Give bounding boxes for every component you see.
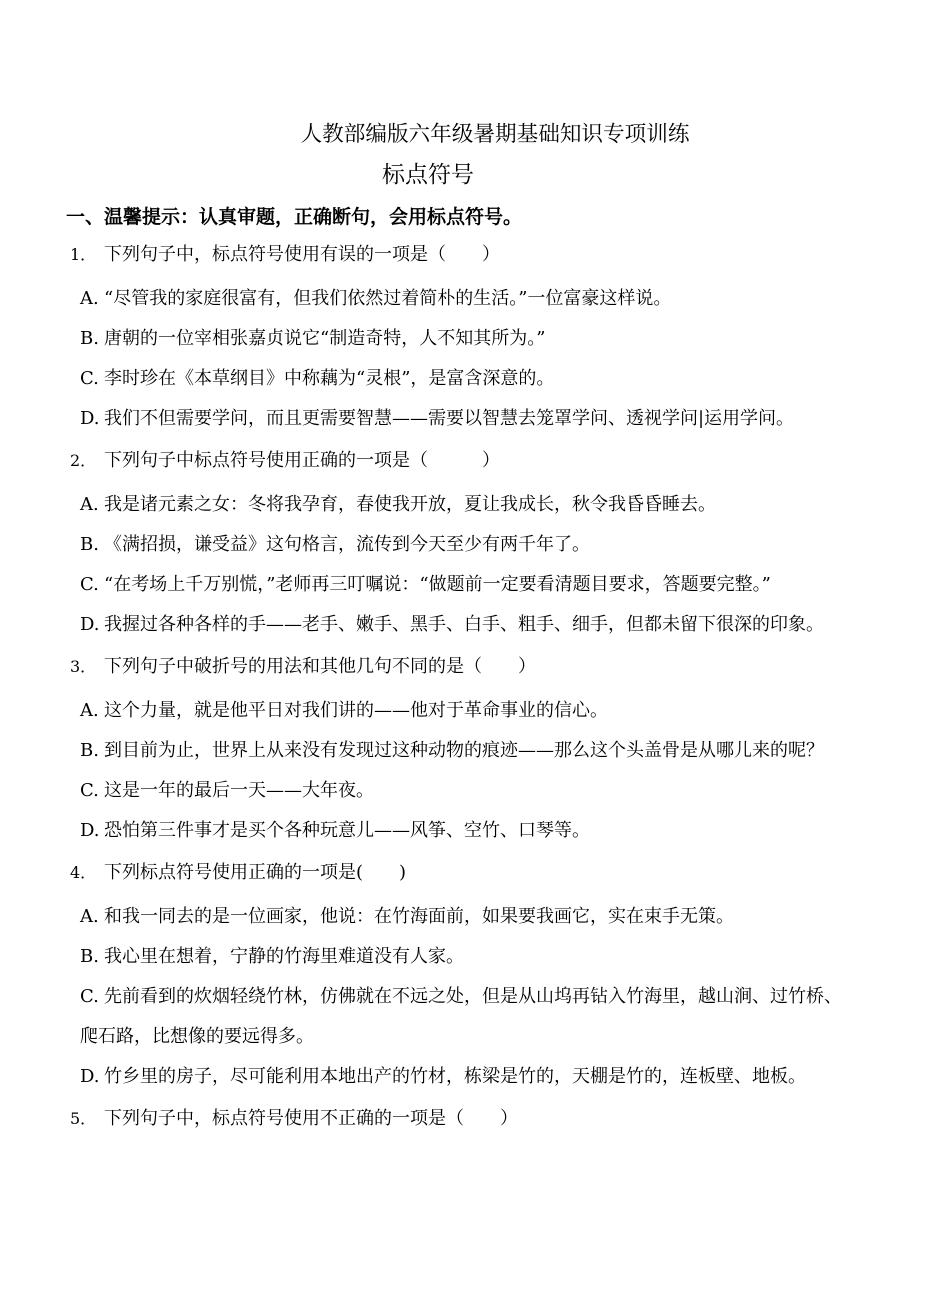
question-number: 4． xyxy=(70,863,97,882)
question-2-stem xyxy=(70,449,500,473)
document-title: 人教部编版六年级暑期基础知识专项训练 xyxy=(300,122,690,147)
option-letter: B. xyxy=(80,740,99,761)
question-number: 1． xyxy=(70,245,97,264)
option-letter: C. xyxy=(80,780,99,801)
option-text: “尽管我的家庭很富有，但我们依然过着简朴的生活。”一位富豪这样说。 xyxy=(104,288,672,309)
option-text: 我们不但需要学问，而且更需要智慧——需要以智慧去笼罩学问、透视学问|运用学问。 xyxy=(104,408,795,429)
question-number: 3． xyxy=(70,657,97,676)
option-text: 竹乡里的房子，尽可能利用本地出产的竹材，栋梁是竹的，天棚是竹的，连板壁、地板。 xyxy=(104,1066,806,1087)
question-1-option-d xyxy=(80,407,794,431)
option-letter: C. xyxy=(80,986,99,1007)
option-text: 恐怕第三件事才是买个各种玩意儿——风筝、空竹、口琴等。 xyxy=(104,820,590,841)
option-text: 这是一年的最后一天——大年夜。 xyxy=(104,780,374,801)
question-2-option-b xyxy=(80,533,590,557)
option-text: 和我一同去的是一位画家，他说：在竹海面前，如果要我画它，实在束手无策。 xyxy=(104,906,734,927)
question-1-option-c xyxy=(80,367,554,391)
option-letter: A. xyxy=(80,700,99,721)
question-3-option-a xyxy=(80,699,608,723)
question-3-option-c xyxy=(80,779,374,803)
question-3-option-b xyxy=(80,739,824,763)
question-4-option-c xyxy=(80,985,842,1009)
question-4-option-a xyxy=(80,905,734,929)
option-text: 这个力量，就是他平日对我们讲的——他对于革命事业的信心。 xyxy=(104,700,608,721)
question-2-option-c xyxy=(80,573,771,597)
option-text: 《满招损，谦受益》这句格言，流传到今天至少有两千年了。 xyxy=(104,534,590,555)
option-text: 到目前为止，世界上从来没有发现过这种动物的痕迹——那么这个头盖骨是从哪儿来的呢？ xyxy=(104,740,824,761)
document-subtitle: 标点符号 xyxy=(382,162,474,188)
question-number: 5． xyxy=(70,1109,97,1128)
question-1-stem xyxy=(70,243,500,267)
question-4-option-b xyxy=(80,945,464,969)
option-letter: A. xyxy=(80,288,99,309)
option-text: “在考场上千万别慌，”老师再三叮嘱说：“做题前一定要看清题目要求，答题要完整。” xyxy=(104,574,771,595)
section-heading: 一、温馨提示：认真审题，正确断句，会用标点符号。 xyxy=(66,206,523,228)
option-letter: C. xyxy=(80,368,99,389)
option-letter: B. xyxy=(80,534,99,555)
question-4-option-d xyxy=(80,1065,806,1089)
question-text: 下列句子中标点符号使用正确的一项是（ ） xyxy=(104,450,500,471)
option-letter: B. xyxy=(80,946,99,967)
option-letter: D. xyxy=(80,820,100,841)
question-1-option-a xyxy=(80,287,671,311)
option-text: 我握过各种各样的手——老手、嫩手、黑手、白手、粗手、细手，但都未留下很深的印象。 xyxy=(104,614,824,635)
question-2-option-a xyxy=(80,493,716,517)
question-3-option-d xyxy=(80,819,590,843)
question-3-stem xyxy=(70,655,536,679)
question-4-stem xyxy=(70,861,406,885)
question-text: 下列句子中破折号的用法和其他几句不同的是（ ） xyxy=(104,656,536,677)
option-letter: A. xyxy=(80,906,99,927)
question-text: 下列句子中，标点符号使用不正确的一项是（ ） xyxy=(104,1108,518,1129)
option-letter: A. xyxy=(80,494,99,515)
option-letter: D. xyxy=(80,408,100,429)
option-letter: D. xyxy=(80,1066,100,1087)
question-1-option-b xyxy=(80,327,545,351)
question-text: 下列标点符号使用正确的一项是( ) xyxy=(104,862,407,883)
option-text: 唐朝的一位宰相张嘉贞说它“制造奇特，人不知其所为。” xyxy=(104,328,546,349)
option-letter: B. xyxy=(80,328,99,349)
option-letter: C. xyxy=(80,574,99,595)
question-5-stem xyxy=(70,1107,518,1131)
option-text: 先前看到的炊烟轻绕竹林，仿佛就在不远之处，但是从山坞再钻入竹海里，越山涧、过竹桥、 xyxy=(104,986,842,1007)
option-letter: D. xyxy=(80,614,100,635)
option-text: 李时珍在《本草纲目》中称藕为“灵根”，是富含深意的。 xyxy=(104,368,555,389)
question-number: 2． xyxy=(70,451,97,470)
option-text: 我心里在想着，宁静的竹海里难道没有人家。 xyxy=(104,946,464,967)
option-text: 我是诸元素之女：冬将我孕育，春使我开放，夏让我成长，秋令我昏昏睡去。 xyxy=(104,494,716,515)
question-2-option-d xyxy=(80,613,824,637)
question-text: 下列句子中，标点符号使用有误的一项是（ ） xyxy=(104,244,500,265)
question-4-option-c-continuation: 爬石路，比想像的要远得多。 xyxy=(80,1026,314,1047)
